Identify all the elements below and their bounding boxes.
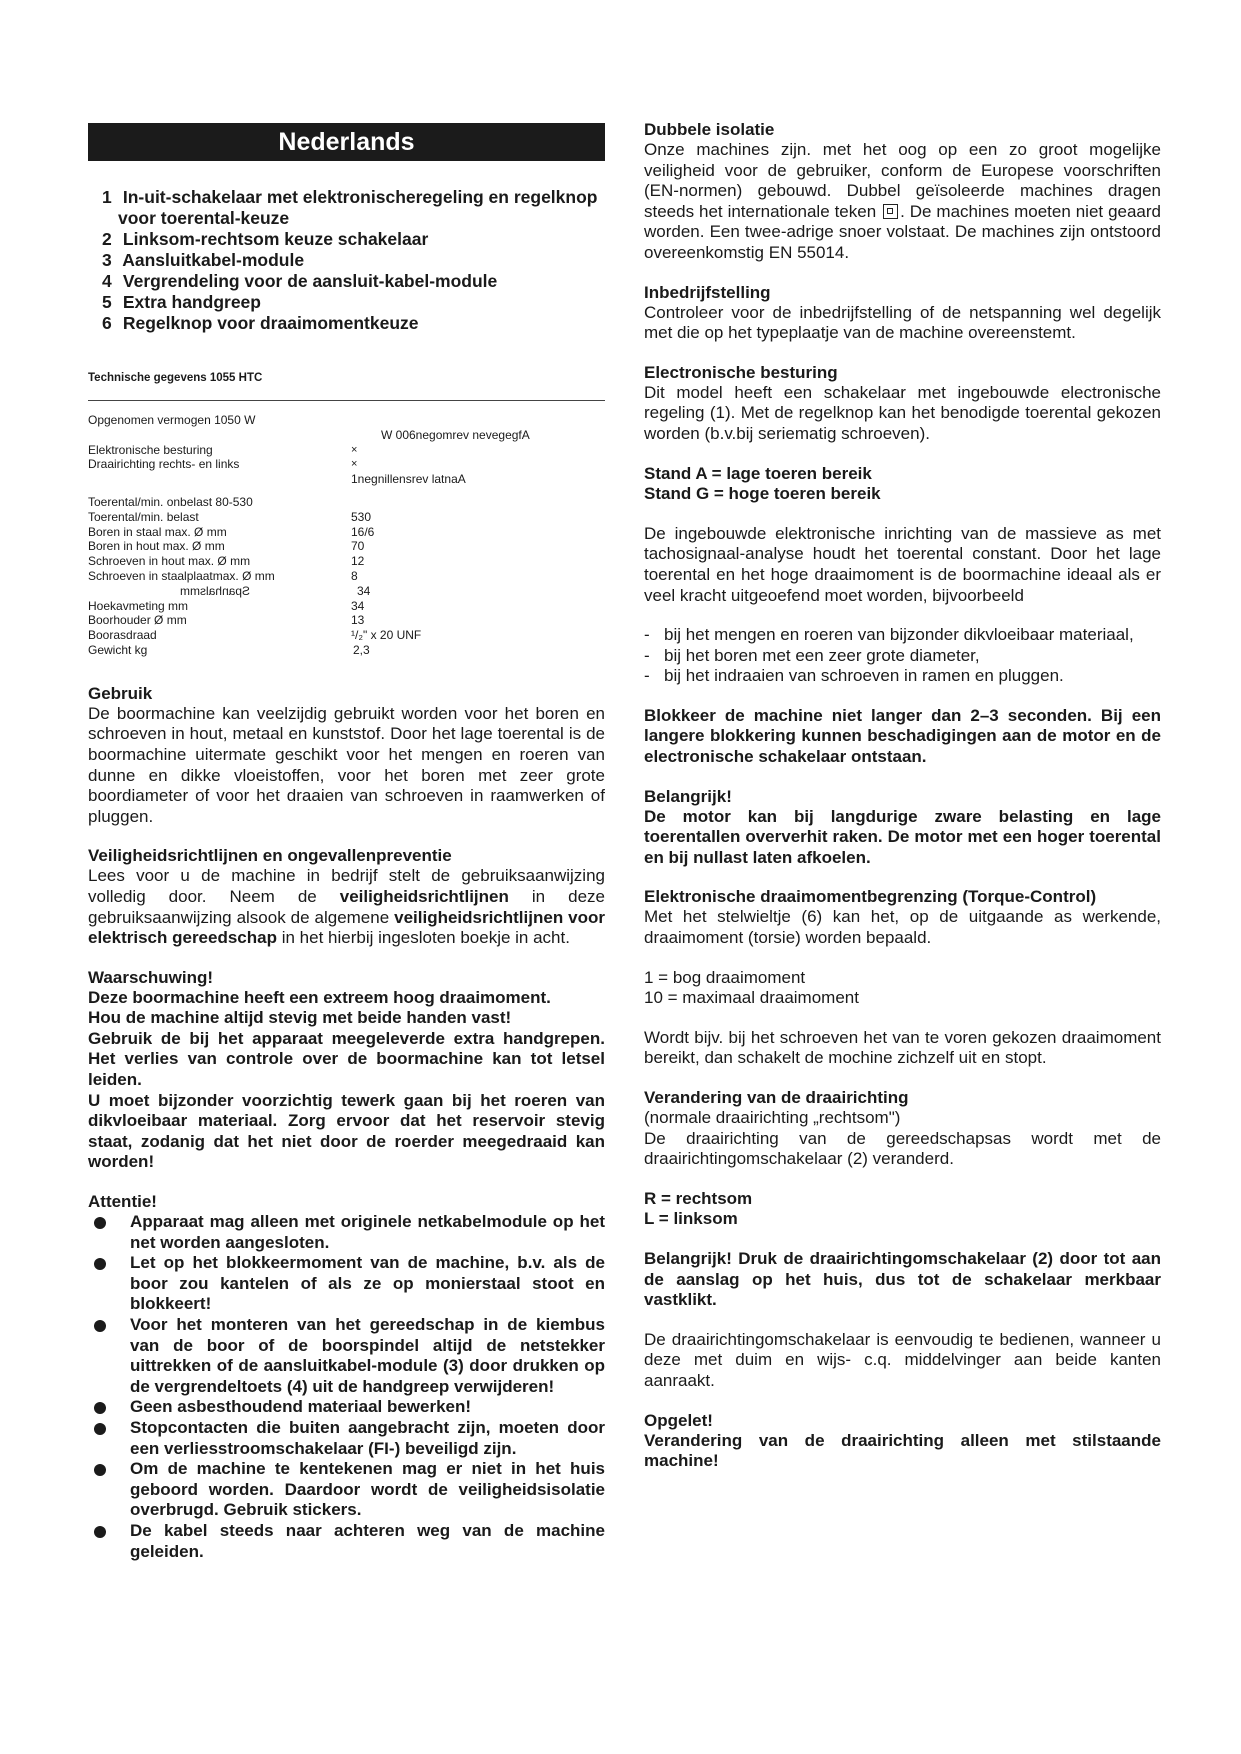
list-item: Stopcontacten die buiten aangebracht zijn, moeten door een verliesstroomschakelaar (FI-) beveiligd zijn. xyxy=(88,1418,605,1459)
section-text: Met het stelwieltje (6) kan het, op de uitgaande as werkende, draaimoment (torsie) worden bepaald. xyxy=(644,907,1161,948)
tech-value: 13 xyxy=(351,613,365,628)
section-text: Dit model heeft een schakelaar met ingebouwde electronische regeling (1). Met de regelknop kan het benodigde toerental gekozen worden (b.v.bij seriematig schroeven). xyxy=(644,382,1161,443)
torque-min: 1 = bog draaimoment xyxy=(644,967,806,987)
section-attentie xyxy=(88,1192,605,1562)
section-text: De draairichting van de gereedschapsas wordt met de draairichtingomschakelaar (2) veranderd. xyxy=(644,1128,1161,1169)
tech-mirrored-b: 1negnillensrev latnaA xyxy=(351,472,466,487)
section-title: Opgelet! xyxy=(644,1410,713,1430)
section-verandering xyxy=(644,1088,1161,1170)
tech-value: × xyxy=(351,458,358,471)
section-wordt xyxy=(644,1028,1161,1069)
section-title: Belangrijk! xyxy=(644,786,732,806)
section-ingebouwd xyxy=(644,524,1161,606)
tech-mirrored-c-rev: Spanhals xyxy=(200,583,251,598)
section-text: Lees voor u de machine in bedrijf stelt de gebruiksaanwijzing volledig door. Neem de veiligheidsrichtlijnen in deze gebruiksaanwijzing alsook de algemene veiligheidsrichtlijnen voor elektrisch gereedschap in het hierbij ingesloten boekje in acht. xyxy=(88,866,605,948)
section-torque-values xyxy=(644,968,1161,1009)
parts-list xyxy=(88,187,605,334)
section-subtitle: (normale draairichting „rechtsom") xyxy=(644,1108,901,1127)
tech-label: Boorhouder Ø mm xyxy=(88,613,187,628)
tech-value: 12 xyxy=(351,554,365,569)
tech-label: Toerental/min. belast xyxy=(88,509,199,524)
section-text: Verandering van de draairichting alleen met stilstaande machine! xyxy=(644,1430,1161,1471)
divider xyxy=(88,400,605,401)
section-belangrijk-2 xyxy=(644,1249,1161,1311)
section-dash-list xyxy=(644,625,1161,687)
section-text: Onze machines zijn. met het oog op een zo groot mogelijke veiligheid voor de gebruiker, conform de Europese voorschriften (EN-normen) gebouwd. Dubbel geïsoleerde machines dragen steeds het internationale teken . De machines moeten niet geaard worden. Een twee-adrige snoer volstaat. De machines zijn ontstoord overeenkomstig EN 55014. xyxy=(644,140,1161,262)
tech-label: Boren in staal max. Ø mm xyxy=(88,524,227,539)
section-waarschuwing xyxy=(88,968,605,1173)
section-title: Verandering van de draairichting xyxy=(644,1088,909,1107)
right-column xyxy=(644,120,1161,1472)
section-eenvoudig xyxy=(644,1330,1161,1392)
section-inbedrijfstelling xyxy=(644,283,1161,344)
tech-mirrored-a: W 006negomrev nevegegfA xyxy=(381,427,530,442)
stand-g: Stand G = hoge toeren bereik xyxy=(644,484,881,504)
section-rl xyxy=(644,1189,1161,1230)
section-stand xyxy=(644,464,1161,505)
tech-label: Elektronische besturing xyxy=(88,442,213,457)
bullet-icon xyxy=(94,1258,106,1270)
section-title: Gebruik xyxy=(88,683,153,703)
list-item: - bij het mengen en roeren van bijzonder dikvloeibaar materiaal, xyxy=(644,625,1134,645)
tech-label: Boren in hout max. Ø mm xyxy=(88,539,225,554)
list-item: Om de machine te kentekenen mag er niet in het huis geboord worden. Daardoor wordt de veiligheidsisolatie overbrugd. Gebruik stickers. xyxy=(88,1459,605,1521)
section-blokkeer xyxy=(644,706,1161,768)
part-item: 5 Extra handgreep xyxy=(102,292,261,312)
stand-a: Stand A = lage toeren bereik xyxy=(644,463,872,483)
left-column xyxy=(88,120,605,1562)
section-opgelet xyxy=(644,1411,1161,1472)
list-item: De kabel steeds naar achteren weg van de machine geleiden. xyxy=(88,1521,605,1562)
section-text: De boormachine kan veelzijdig gebruikt worden voor het boren en schroeven in hout, metaal en kunststof. Door het lage toerental is de boormachine uitermate geschikt voor het mengen en roeren van dunne en dikke vloeistoffen, voor het boren met zeer grote boordiameter of voor het draaien van schroeven in raamwerken of pluggen. xyxy=(88,703,605,826)
list-item: Let op het blokkeermoment van de machine, b.v. als de boor zou kantelen of als ze op monierstaal stoot en blokkeert! xyxy=(88,1253,605,1315)
section-dubbele-isolatie xyxy=(644,120,1161,264)
list-item: - bij het indraaien van schroeven in ramen en pluggen. xyxy=(644,666,1064,686)
tech-title: Technische gegevens 1055 HTC xyxy=(88,372,263,384)
part-item: 6 Regelknop voor draaimomentkeuze xyxy=(102,313,419,333)
double-insulation-icon xyxy=(883,204,898,219)
part-item: 1 In-uit-schakelaar met elektronischeregeling en regelknop voor toerental-keuze xyxy=(102,187,598,228)
section-text: Belangrijk! Druk de draairichtingomschakelaar (2) door tot aan de aanslag op het huis, dus tot de schakelaar merkbaar vastklikt. xyxy=(644,1248,1161,1310)
bullet-icon xyxy=(94,1464,106,1476)
tech-value: 16/6 xyxy=(351,524,375,539)
tech-value: × xyxy=(351,443,358,456)
section-title: Veiligheidsrichtlijnen en ongevallenpreventie xyxy=(88,846,452,866)
warning-text: Deze boormachine heeft een extreem hoog draaimoment. xyxy=(88,987,551,1007)
bullet-icon xyxy=(94,1526,106,1538)
bullet-icon xyxy=(94,1402,106,1414)
tech-value: 70 xyxy=(351,539,365,554)
tech-value: 530 xyxy=(351,509,372,524)
section-text: De motor kan bij langdurige zware belasting en lage toerentallen oververhit raken. De motor met een hoger toerental en bij nullast laten afkoelen. xyxy=(644,806,1161,867)
bullet-icon xyxy=(94,1423,106,1435)
tech-label: Draairichting rechts- en links xyxy=(88,457,240,472)
tech-value: 2,3 xyxy=(353,642,370,657)
list-item: Apparaat mag alleen met originele netkabelmodule op het net worden aangesloten. xyxy=(88,1212,605,1253)
section-torque-control xyxy=(644,887,1161,948)
bullet-icon xyxy=(94,1217,106,1229)
part-item: 2 Linksom-rechtsom keuze schakelaar xyxy=(102,229,429,249)
tech-value: ¹/₂" x 20 UNF xyxy=(351,628,422,643)
section-title: Dubbele isolatie xyxy=(644,120,775,139)
language-title: Nederlands xyxy=(88,123,605,161)
section-text: De draairichtingomschakelaar is eenvoudig te bedienen, wanneer u deze met duim en wijs- c.q. middelvinger aan beide kanten aanraakt. xyxy=(644,1329,1161,1390)
warning-text: Hou de machine altijd stevig met beide handen vast! xyxy=(88,1008,512,1028)
section-title: Attentie! xyxy=(88,1192,157,1212)
section-belangrijk-1 xyxy=(644,787,1161,869)
section-text: Blokkeer de machine niet langer dan 2–3 seconden. Bij een langere blokkering kunnen beschadigingen aan de motor en de electronische schakelaar ontstaan. xyxy=(644,705,1161,767)
section-text: De ingebouwde elektronische inrichting van de massieve as met tachosignaal-analyse houdt het toerental constant. Door het lage toerental en het hoge draaimoment is de boormachine ideaal als er veel kracht uitgeoefend moet worden, bijvoorbeeld xyxy=(644,523,1161,605)
section-veiligheid xyxy=(88,846,605,948)
tech-label: Hoekavmeting mm xyxy=(88,598,189,613)
tech-label: Boorasdraad xyxy=(88,628,157,643)
tech-value: 34 xyxy=(351,598,365,613)
bullet-icon xyxy=(94,1320,106,1332)
tech-label: Schroeven in staalplaatmax. Ø mm xyxy=(88,568,275,583)
tech-label: Gewicht kg xyxy=(88,642,148,657)
torque-max: 10 = maximaal draaimoment xyxy=(644,988,859,1008)
warning-text: Gebruik de bij het apparaat meegeleverde extra handgrepen. Het verlies van controle over de boormachine kan tot letsel leiden. xyxy=(88,1028,605,1090)
section-gebruik xyxy=(88,684,605,828)
list-item: Voor het monteren van het gereedschap in de kiembus van de boor of de boorspindel altijd de netstekker uittrekken of de aansluitkabel-module (3) door drukken op de vergrendeltoets (4) uit de handgreep verwijderen! xyxy=(88,1315,605,1397)
tech-power: Opgenomen vermogen 1050 W xyxy=(88,413,256,427)
section-electronische-besturing xyxy=(644,363,1161,445)
tech-value: 34 xyxy=(357,583,371,598)
tech-value: 8 xyxy=(351,568,358,583)
tech-label: Schroeven in hout max. Ø mm xyxy=(88,554,251,569)
l-text: L = linksom xyxy=(644,1209,738,1229)
list-item: - bij het boren met een zeer grote diameter, xyxy=(644,645,980,665)
section-title: Elektronische draaimomentbegrenzing (Torque-Control) xyxy=(644,887,1097,907)
warning-text: U moet bijzonder voorzichtig tewerk gaan bij het roeren van dikvloeibaar materiaal. Zorg ervoor dat het reservoir stevig staat, zodanig dat het niet door de roerder meegedraaid kan worden! xyxy=(88,1090,605,1172)
section-title: Inbedrijfstelling xyxy=(644,282,771,302)
section-text: Wordt bijv. bij het schroeven het van te voren gekozen draaimoment bereikt, dan schakelt de mochine zichzelf uit en stopt. xyxy=(644,1027,1161,1068)
section-text: Controleer voor de inbedrijfstelling of de netspanning wel degelijk met die op het typeplaatje van de machine overeenstemt. xyxy=(644,302,1161,343)
tech-label: Toerental/min. onbelast 80-530 xyxy=(88,494,253,509)
r-text: R = rechtsom xyxy=(644,1188,753,1208)
list-item: Geen asbesthoudend materiaal bewerken! xyxy=(88,1397,605,1418)
section-title: Electronische besturing xyxy=(644,362,838,382)
tech-mirrored-c: mm xyxy=(180,583,200,598)
part-item: 4 Vergrendeling voor de aansluit-kabel-module xyxy=(102,271,498,291)
tech-specs xyxy=(88,413,605,658)
part-item: 3 Aansluitkabel-module xyxy=(102,250,305,270)
section-title: Waarschuwing! xyxy=(88,967,213,987)
